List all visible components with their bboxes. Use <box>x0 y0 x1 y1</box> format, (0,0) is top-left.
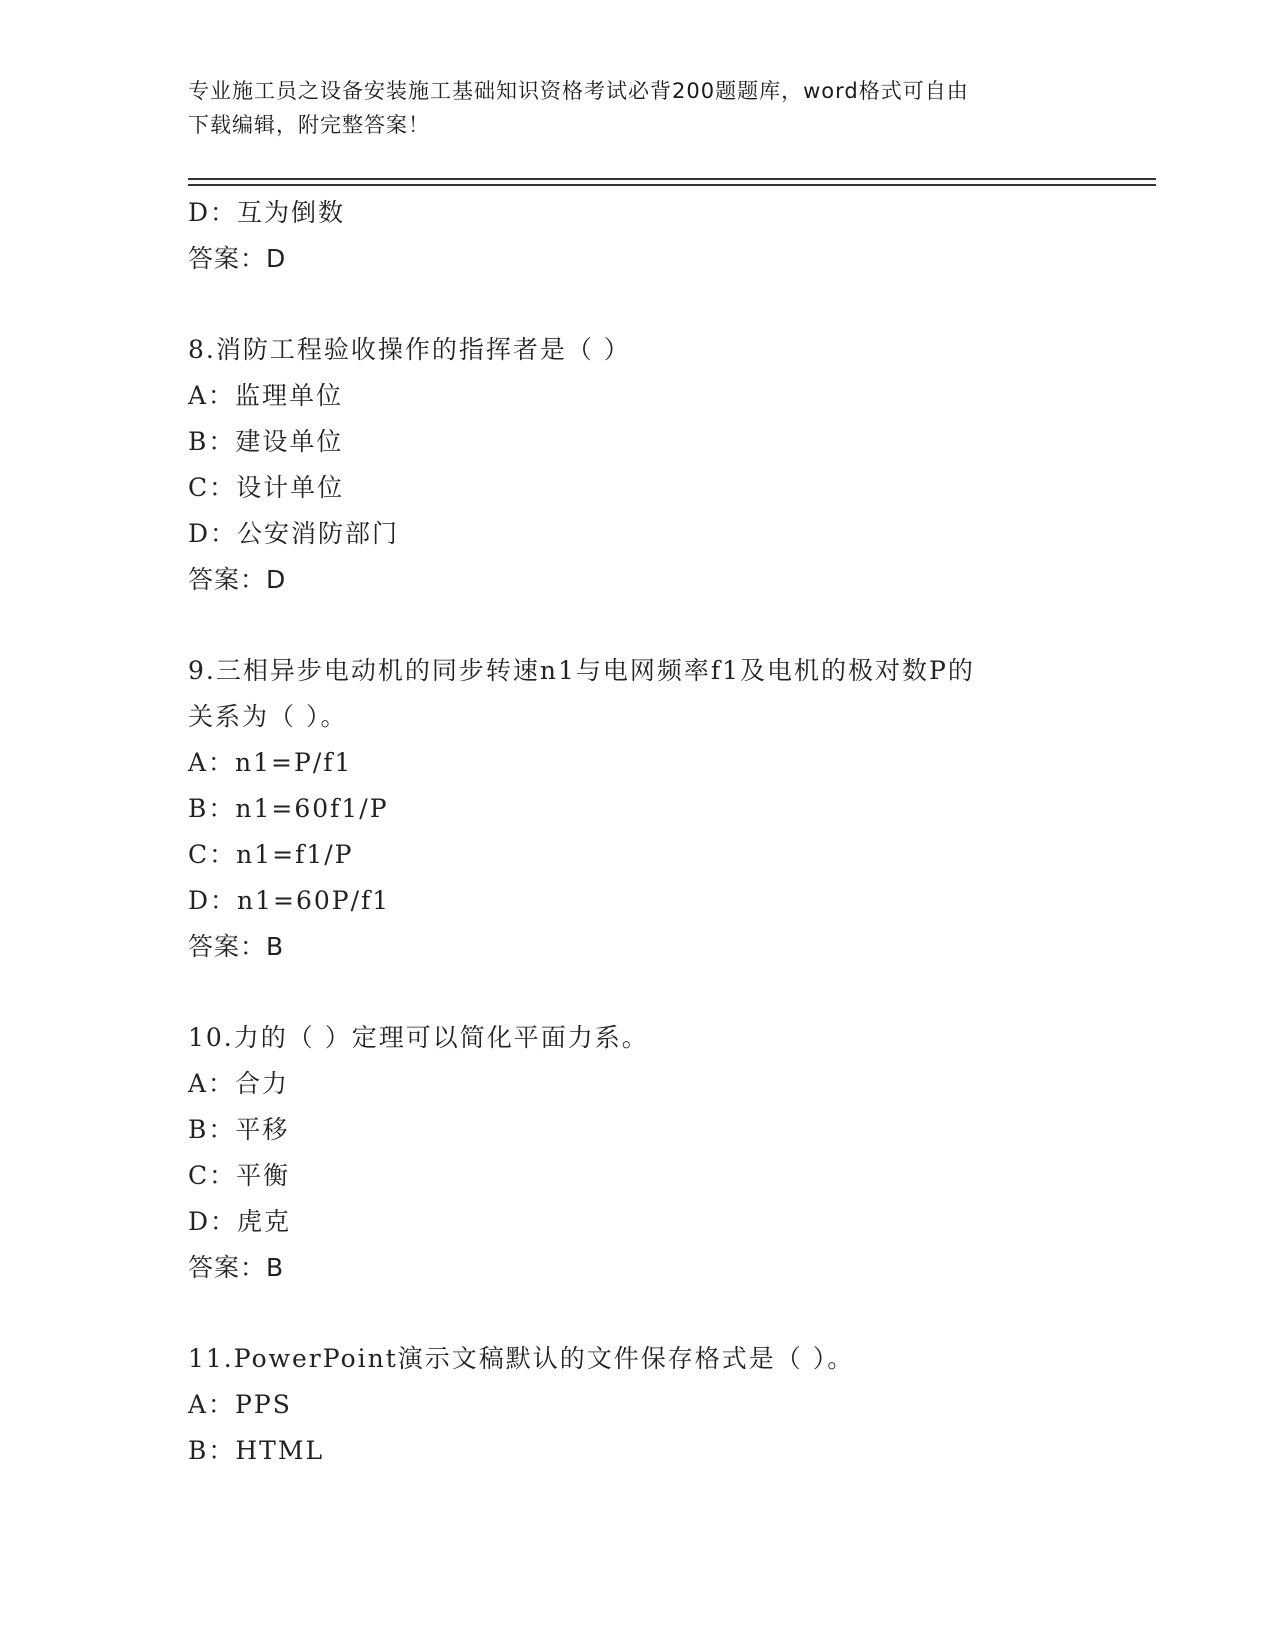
option-a: A：监理单位 <box>188 381 344 410</box>
answer: 答案：D <box>188 565 287 594</box>
option-b: B：建设单位 <box>188 427 344 456</box>
option-b: B：HTML <box>188 1436 325 1465</box>
option-a: A：合力 <box>188 1069 290 1098</box>
option-d: D：公安消防部门 <box>188 519 400 548</box>
header-line-2: 下载编辑，附完整答案！ <box>188 113 430 137</box>
header-rule-bottom <box>188 184 1156 186</box>
answer: 答案：B <box>188 932 285 961</box>
question-stem: 9.三相异步电动机的同步转速n1与电网频率f1及电机的极对数P的 <box>188 656 975 685</box>
option-b: B：n1=60f1/P <box>188 794 389 823</box>
option-b: B：平移 <box>188 1115 290 1144</box>
option-c: C：n1=f1/P <box>188 840 354 869</box>
question-9 <box>188 648 1156 970</box>
question-list <box>188 190 1156 1474</box>
header-rule-top <box>188 178 1156 180</box>
document-header <box>188 74 1088 142</box>
option-c: C：设计单位 <box>188 473 345 502</box>
question-stem: 10.力的（ ）定理可以简化平面力系。 <box>188 1023 649 1052</box>
question-7-continued <box>188 190 1156 282</box>
question-stem: 11.PowerPoint演示文稿默认的文件保存格式是（ ）。 <box>188 1344 855 1373</box>
answer: 答案：B <box>188 1253 285 1282</box>
option-a: A：n1=P/f1 <box>188 748 353 777</box>
question-11 <box>188 1336 1156 1474</box>
question-stem-continued: 关系为（ ）。 <box>188 702 348 731</box>
option-d: D：虎克 <box>188 1207 292 1236</box>
answer: 答案：D <box>188 244 287 273</box>
question-10 <box>188 1015 1156 1291</box>
option-d: D：n1=60P/f1 <box>188 886 391 915</box>
option-a: A：PPS <box>188 1390 292 1419</box>
question-8 <box>188 327 1156 603</box>
option-d: D：互为倒数 <box>188 198 346 227</box>
question-stem: 8.消防工程验收操作的指挥者是（ ） <box>188 335 631 364</box>
option-c: C：平衡 <box>188 1161 291 1190</box>
header-line-1: 专业施工员之设备安装施工基础知识资格考试必背200题题库，word格式可自由 <box>188 79 969 103</box>
